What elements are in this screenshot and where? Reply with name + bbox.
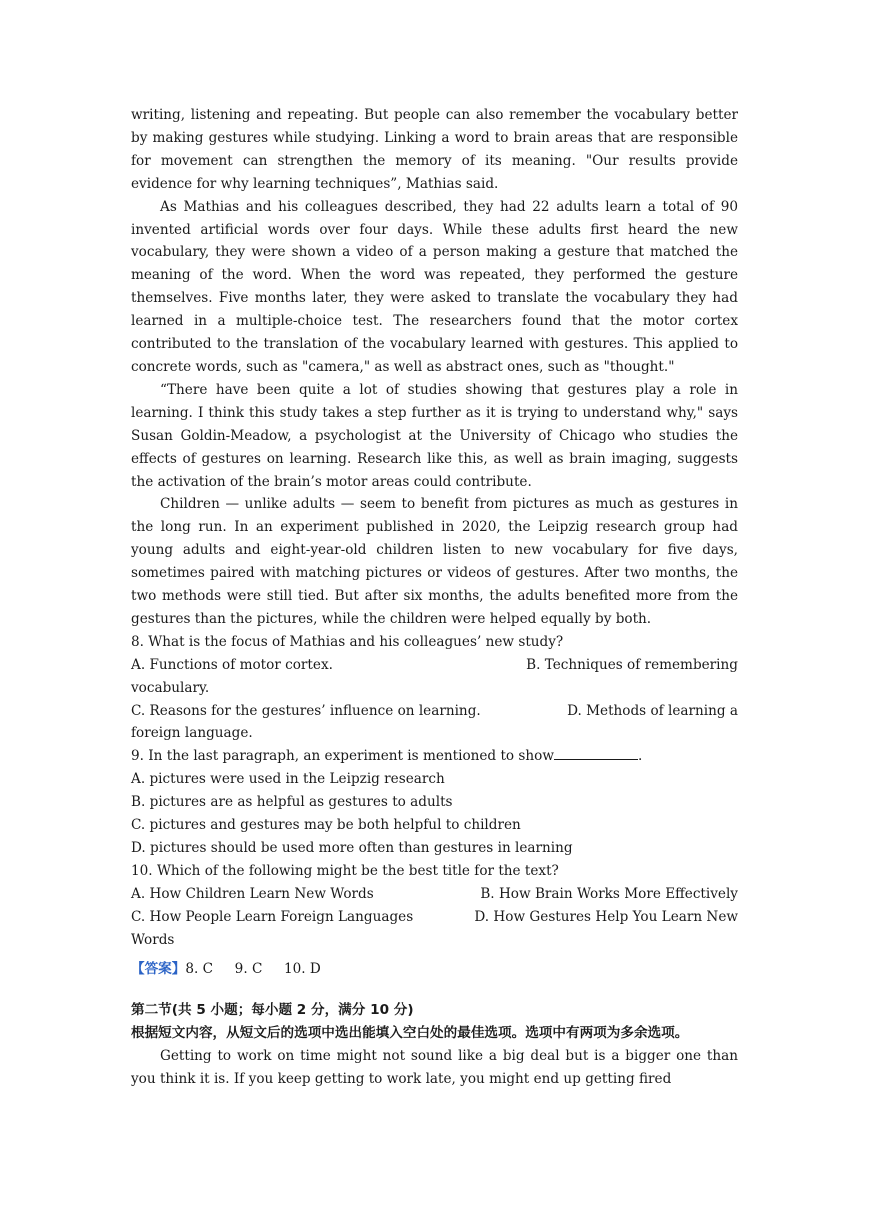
question-9-stem-end: . bbox=[637, 748, 643, 765]
question-8-option-b: B. Techniques of remembering bbox=[526, 656, 738, 673]
answer-line bbox=[131, 958, 738, 981]
question-8-row-cd bbox=[131, 700, 738, 723]
question-10-row-cd bbox=[131, 906, 738, 929]
section-2-title: 第二节(共 5 小题；每小题 2 分，满分 10 分) bbox=[131, 1002, 414, 1019]
passage-paragraph-1: writing, listening and repeating. But people can also remember the vocabulary better by making gestures while studying. Linking a word to brain areas that are responsible for movement can strengthen the memory of its meaning. "Our results provide evidence for why learning techniques”, Mathias said. bbox=[131, 107, 738, 192]
question-10-option-d-continued: Words bbox=[131, 931, 175, 948]
question-9-option-a: A. pictures were used in the Leipzig research bbox=[131, 771, 445, 788]
question-10-option-d: D. How Gestures Help You Learn New bbox=[474, 908, 738, 925]
passage-paragraph-4: Children — unlike adults — seem to benefit from pictures as much as gestures in the long run. In an experiment published in 2020, the Leipzig research group had young adults and eight-year-old children listen to new vocabulary for five days, sometimes paired with matching pictures or videos of gestures. After two months, the two methods were still tied. But after six months, the adults benefited more from the gestures than the pictures, while the children were helped equally by both. bbox=[131, 496, 738, 627]
question-8-option-b-continued: vocabulary. bbox=[131, 679, 210, 696]
question-9 bbox=[131, 745, 738, 860]
answer-tag: 【答案】 bbox=[131, 960, 186, 977]
question-9-option-b: B. pictures are as helpful as gestures to adults bbox=[131, 794, 453, 811]
question-9-stem: 9. In the last paragraph, an experiment is mentioned to show bbox=[131, 748, 554, 765]
question-10-option-c: C. How People Learn Foreign Languages bbox=[131, 908, 414, 925]
question-8 bbox=[131, 631, 738, 746]
question-8-option-d-continued: foreign language. bbox=[131, 725, 253, 742]
question-10 bbox=[131, 860, 738, 952]
passage-paragraph-2: As Mathias and his colleagues described, they had 22 adults learn a total of 90 invented artificial words over four days. While these adults first heard the new vocabulary, they were shown a video of a person making a gesture that matched the meaning of the word. When the word was repeated, they performed the gesture themselves. Five months later, they were asked to translate the vocabulary they had learned in a multiple-choice test. The researchers found that the motor cortex contributed to the translation of the vocabulary learned with gestures. This applied to concrete words, such as "camera," as well as abstract ones, such as "thought." bbox=[131, 198, 738, 375]
question-8-stem: 8. What is the focus of Mathias and his colleagues’ new study? bbox=[131, 633, 564, 650]
question-9-option-d: D. pictures should be used more often than gestures in learning bbox=[131, 840, 573, 856]
question-8-option-c: C. Reasons for the gestures’ influence on learning. bbox=[131, 702, 481, 719]
question-10-stem: 10. Which of the following might be the best title for the text? bbox=[131, 862, 559, 879]
answer-blank bbox=[554, 745, 638, 760]
passage-paragraph-3: “There have been quite a lot of studies showing that gestures play a role in learning. I think this study takes a step further as it is trying to understand why," says Susan Goldin-Meadow, a psychologist at the University of Chicago who studies the effects of gestures on learning. Research like this, as well as brain imaging, suggests the activation of the brain’s motor areas could contribute. bbox=[131, 381, 738, 490]
answer-values: 8. C 9. C 10. D bbox=[185, 960, 321, 977]
question-8-option-d: D. Methods of learning a bbox=[567, 702, 738, 719]
question-10-option-a: A. How Children Learn New Words bbox=[131, 885, 374, 902]
question-8-option-a: A. Functions of motor cortex. bbox=[131, 656, 333, 673]
question-10-option-b: B. How Brain Works More Effectively bbox=[480, 885, 738, 902]
question-9-stem-line bbox=[131, 745, 738, 768]
section-2-instruction: 根据短文内容，从短文后的选项中选出能填入空白处的最佳选项。选项中有两项为多余选项。 bbox=[131, 1025, 689, 1042]
document-page bbox=[131, 104, 738, 1091]
section-2-paragraph-1: Getting to work on time might not sound like a big deal but is a bigger one than you think it is. If you keep getting to work late, you might end up getting fired bbox=[131, 1048, 738, 1088]
question-9-option-c: C. pictures and gestures may be both helpful to children bbox=[131, 817, 521, 834]
question-8-row-ab bbox=[131, 654, 738, 677]
question-10-row-ab bbox=[131, 883, 738, 906]
